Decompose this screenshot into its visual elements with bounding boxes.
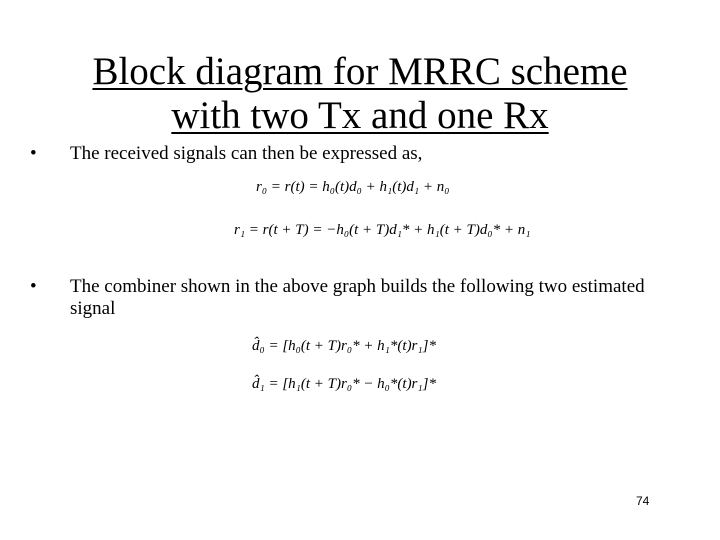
slide-title [40, 50, 680, 138]
equation-r0: r₀ = r(t) = h₀(t)d₀ + h₁(t)d₁ + n₀ [256, 179, 450, 195]
bullet-marker: • [30, 143, 37, 164]
equation-r1: r₁ = r(t + T) = −h₀(t + T)d₁* + h₁(t + T)d₀* + n₁ [234, 222, 531, 238]
bullet-text: The received signals can then be expressed as, [70, 143, 423, 164]
equation-d1-estimate: d̂₁ = [h₁(t + T)r₀* − h₀*(t)r₁]* [252, 376, 436, 392]
page-number: 74 [636, 494, 650, 508]
bullet-text: The combiner shown in the above graph builds the following two estimated signal [70, 276, 645, 319]
title-line-1: Block diagram for MRRC scheme [92, 50, 628, 93]
equation-d0-estimate: d̂₀ = [h₀(t + T)r₀* + h₁*(t)r₁]* [252, 338, 436, 354]
title-line-2: with two Tx and one Rx [171, 94, 549, 137]
bullet-marker: • [30, 276, 37, 297]
